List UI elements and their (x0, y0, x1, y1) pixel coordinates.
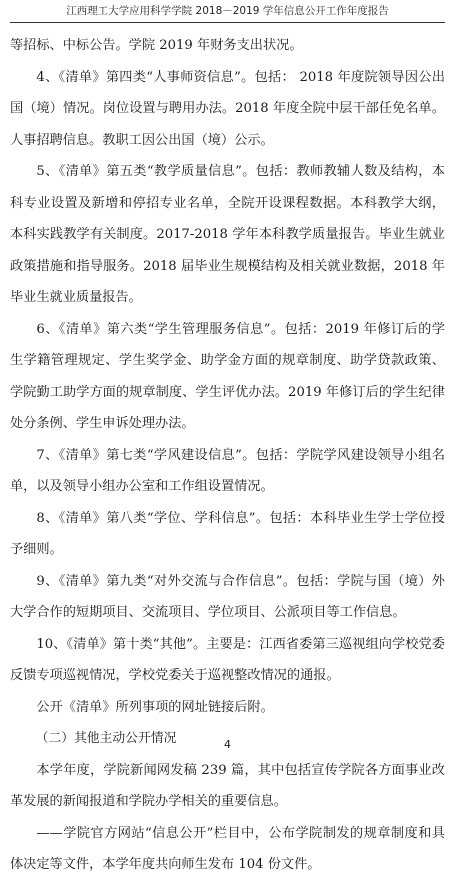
paragraph-website-docs: ——学院官方网站“信息公开”栏目中，公布学院制发的规章制度和具体决定等文件，本学年度共向师生发布 104 份文件。 (10, 825, 445, 872)
page-header: 江西理工大学应用科学学院 2018－2019 学年信息公开工作年度报告 (66, 5, 389, 17)
paragraph-item-9: 9、《清单》第九类“对外交流与合作信息”。包括：学院与国（境）外大学合作的短期项目、交流项目、学位项目、公派项目等工作信息。 (10, 573, 445, 620)
document-body (10, 30, 445, 881)
paragraph-continuation: 等招标、中标公告。学院 2019 年财务支出状况。 (10, 38, 303, 53)
header-divider (10, 22, 445, 23)
paragraph-news-stats: 本学年度，学院新闻网发稿 239 篇，其中包括宣传学院各方面事业改革发展的新闻报道和学院办学相关的重要信息。 (10, 762, 445, 809)
paragraph-links-note: 公开《清单》所列事项的网址链接后附。 (36, 699, 274, 715)
paragraph-item-7: 7、《清单》第七类“学风建设信息”。包括：学院学风建设领导小组名单，以及领导小组办公室和工作组设置情况。 (10, 447, 445, 494)
section-subheading: （二）其他主动公开情况 (35, 731, 177, 746)
paragraph-item-10: 10、《清单》第十类“其他”。主要是：江西省委第三巡视组向学校党委反馈专项巡视情况，学校党委关于巡视整改情况的通报。 (10, 636, 445, 683)
paragraph-item-4: 4、《清单》第四类“人事师资信息”。包括： 2018 年度院领导因公出国（境）情况。岗位设置与聘用办法。2018 年度全院中层干部任免名单。人事招聘信息。教职工因公出国（境）公示。 (10, 69, 445, 148)
page-number: 4 (224, 738, 231, 751)
paragraph-item-5: 5、《清单》第五类“教学质量信息”。包括：教师教辅人数及结构，本科专业设置及新增和停招专业名单，全院开设课程数据。本科教学大纲，本科实践教学有关制度。2017-2018 学年本科教学质量报告。毕业生就业政策措施和指导服务。2018 届毕业生规模结构及相关就业数据，2018 年毕业生就业质量报告。 (10, 164, 445, 305)
paragraph-item-6: 6、《清单》第六类“学生管理服务信息”。包括：2019 年修订后的学生学籍管理规定、学生奖学金、助学金方面的规章制度、助学贷款政策、学院勤工助学方面的规章制度、学生评优办法。2019 年修订后的学生纪律处分条例、学生申诉处理办法。 (10, 321, 445, 431)
paragraph-item-8: 8、《清单》第八类“学位、学科信息”。包括：本科毕业生学士学位授予细则。 (10, 510, 445, 557)
